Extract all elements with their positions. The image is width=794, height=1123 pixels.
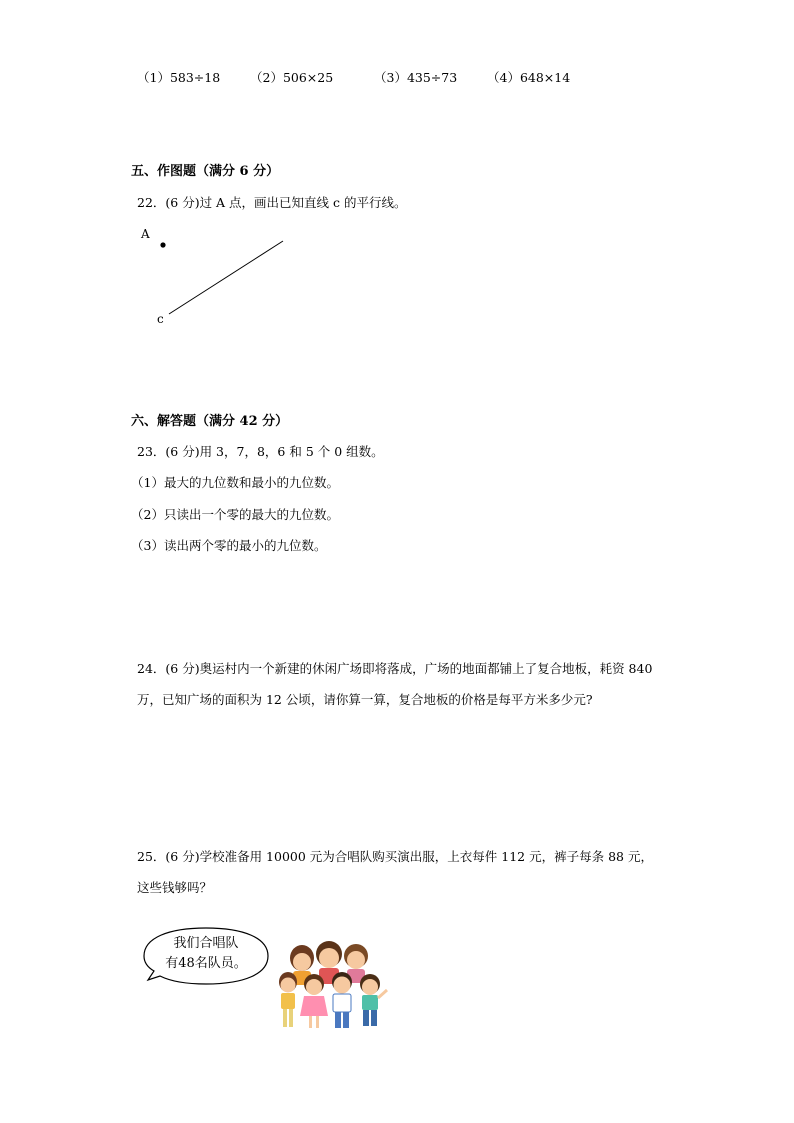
question-23-part-2: （2）只读出一个零的最大的九位数。 — [131, 507, 339, 522]
line-c — [169, 241, 283, 314]
line-c-label: c — [157, 312, 164, 326]
section5-title: 五、作图题（满分 6 分） — [131, 164, 280, 179]
calc-problem-1: （1）583÷18 — [137, 70, 221, 85]
calc-problem-2: （2）506×25 — [250, 70, 334, 85]
child-front-1 — [279, 972, 297, 1027]
section6-title: 六、解答题（满分 42 分） — [131, 414, 289, 429]
bubble-line-1: 我们合唱队 — [173, 936, 239, 951]
bubble-line-2: 有48名队员。 — [165, 956, 247, 971]
question-25: 25．(6 分)学校准备用 10000 元为合唱队购买演出服，上衣每件 112 元，裤子每条 88 元，这些钱够吗？ — [137, 849, 653, 895]
children-illustration — [274, 938, 394, 1033]
child-front-4 — [360, 974, 387, 1026]
point-a-label: A — [141, 227, 150, 241]
question-23-part-1: （1）最大的九位数和最小的九位数。 — [131, 475, 339, 490]
question-24: 24．(6 分)奥运村内一个新建的休闲广场即将落成，广场的地面都铺上了复合地板，耗资 840 万，已知广场的面积为 12 公顷，请你算一算，复合地板的价格是每平方米多少元? — [137, 661, 653, 707]
point-a — [160, 242, 165, 247]
child-front-3 — [332, 972, 352, 1028]
question-23-part-3: （3）读出两个零的最小的九位数。 — [131, 538, 327, 553]
question-23: 23．(6 分)用 3，7，8，6 和 5 个 0 组数。 — [137, 444, 384, 459]
child-front-2 — [300, 974, 328, 1028]
question-22: 22．(6 分)过 A 点，画出已知直线 c 的平行线。 — [137, 195, 407, 210]
calc-problem-4: （4）648×14 — [487, 70, 571, 85]
calc-problem-3: （3）435÷73 — [374, 70, 458, 85]
